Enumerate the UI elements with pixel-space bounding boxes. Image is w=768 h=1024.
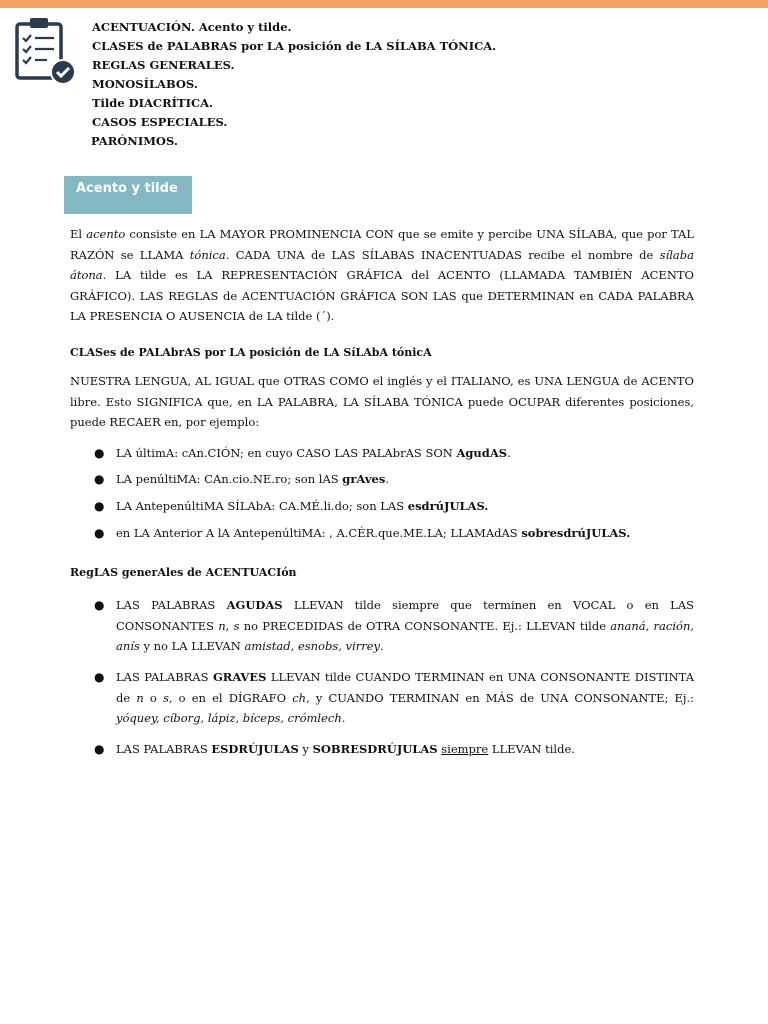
bullet-item [70, 443, 694, 464]
bold-text: SOBRESDRÚJULAS [312, 741, 438, 756]
bullet-item [70, 739, 694, 760]
toc-item: ACENTUACIÓN. Acento y tilde. [92, 20, 292, 34]
text-run: en LA Anterior A lA AntepenúltiMA: , A.CÉR.que.ME.LA; LLAMAdAS [116, 525, 522, 540]
bullet-item [70, 496, 694, 517]
text-run: no PRECEDIDAS de OTRA CONSONANTE. Ej.: LLEVAN tilde [239, 618, 611, 633]
clipboard-checklist-icon [14, 16, 78, 86]
bold-text: ESDRÚJULAS [211, 741, 299, 756]
bullet-marker: ● [94, 525, 105, 540]
bullet-marker: ● [94, 669, 105, 684]
text-run: LAS PALABRAS [116, 669, 213, 684]
section-heading: RegLAS generAles de ACENTUACIón [70, 566, 297, 580]
body-paragraph [70, 224, 694, 327]
text-run: . [507, 445, 511, 460]
text-run: , y CUANDO TERMINAN en MÁS de UNA CONSONANTE; Ej.: [306, 690, 695, 705]
text-run: . [380, 639, 384, 654]
text-run: LLEVAN tilde CUANDO TERMINAN en UNA CONSONANTE DISTINTA de [116, 669, 694, 705]
section-tab-label: Acento y tilde [76, 181, 178, 196]
text-run: o [143, 690, 163, 705]
italic-text: ananá, ración, anís [116, 618, 695, 654]
table-of-contents [92, 18, 496, 151]
toc-item: PARÓNIMOS. [91, 134, 178, 148]
text-run: LAS PALABRAS [116, 741, 212, 756]
bullet-marker: ● [94, 741, 105, 756]
text-run: consiste en LA MAYOR PROMINENCIA CON que se emite y percibe UNA SÍLABA, que por TAL RAZÓN se LLAMA [70, 227, 694, 262]
text-run: LAS PALABRAS [116, 598, 227, 613]
text-run: , [225, 618, 234, 633]
italic-text: tónica. [189, 247, 230, 262]
bullet-marker: ● [94, 498, 105, 513]
text-run: LA tilde es LA REPRESENTACIÓN GRÁFICA del ACENTO (LLAMADA TAMBIÉN ACENTO GRÁFICO). LAS REGLAS de ACENTUACIÓN GRÁFICA SON LAS que DETERMINAN en CADA PALABRA LA PRESENCIA O AUSENCIA de LA tilde (´). [70, 268, 694, 324]
bold-text: AGUDAS [226, 598, 283, 613]
text-run: . [341, 711, 346, 726]
bold-text: AgudAS [456, 445, 508, 460]
underlined-text: siempre [441, 741, 489, 756]
text-run: LA AntepenúltiMA SÍLAbA: CA.MÉ.li.do; son LAS [116, 498, 408, 513]
text-run: LLEVAN tilde. [488, 741, 575, 756]
text-run: LLEVAN tilde siempre que terminen en VOCAL o en LAS CONSONANTES [116, 598, 694, 633]
section-heading: CLASes de PALAbrAS por LA posición de LA SíLAbA tónicA [70, 345, 432, 359]
toc-item: CASOS ESPECIALES. [92, 115, 228, 129]
top-accent-bar [0, 0, 768, 8]
bullet-marker: ● [94, 598, 105, 613]
text-run: NUESTRA LENGUA, AL IGUAL que OTRAS COMO el inglés y el ITALIANO, es UNA LENGUA de ACENTO libre. Esto SIGNIFICA que, en LA PALABRA, LA SÍLABA TÓNICA puede OCUPAR diferentes posiciones, puede RECAER en, por ejemplo: [70, 373, 694, 430]
bold-text: sobresdrúJULAS. [521, 525, 631, 540]
italic-text: ch [292, 690, 307, 705]
italic-text: sílaba átona. [70, 247, 695, 283]
italic-text: yóquey, cíborg, lápiz, bíceps, crómlech [116, 711, 342, 726]
bullet-item [70, 523, 694, 544]
italic-text: s [233, 618, 240, 633]
bold-text: esdrúJULAS. [407, 498, 489, 513]
body-paragraph [70, 371, 694, 433]
bullet-list [70, 443, 694, 543]
bold-text: grAves [342, 472, 386, 487]
toc-item: Tilde DIACRÍTICA. [92, 96, 214, 110]
italic-text: acento [86, 227, 126, 241]
bullet-marker: ● [94, 445, 105, 460]
text-run: y [298, 741, 313, 756]
italic-text: n [218, 618, 226, 633]
text-run: El [70, 227, 87, 241]
toc-item: REGLAS GENERALES. [92, 58, 235, 72]
bullet-item [70, 595, 694, 657]
toc-item: MONOSÍLABOS. [92, 77, 198, 91]
bullet-item [70, 667, 694, 729]
italic-text: amistad, esnobs, virrey [244, 639, 381, 654]
bold-text: GRAVES [212, 669, 267, 684]
italic-text: n [136, 690, 144, 705]
text-run: , o en el DÍGRAFO [168, 690, 293, 705]
toc-item: CLASES de PALABRAS por LA posición de LA SÍLABA TÓNICA. [92, 39, 497, 53]
section-tab [64, 176, 192, 214]
text-run: LA penúltiMA: CAn.cio.NE.ro; son lAS [116, 472, 343, 487]
document-body [70, 224, 694, 759]
text-run: . [385, 472, 389, 487]
bullet-marker: ● [94, 472, 105, 487]
text-run: CADA UNA de LAS SÍLABAS INACENTUADAS recibe el nombre de [229, 247, 660, 262]
text-run: LA últimA: cAn.CIÓN; en cuyo CASO LAS PALAbrAS SON [116, 445, 457, 460]
bullet-item [70, 469, 694, 490]
text-run: y no LA LLEVAN [139, 639, 245, 654]
italic-text: s [162, 690, 169, 705]
bullet-list [70, 595, 694, 759]
